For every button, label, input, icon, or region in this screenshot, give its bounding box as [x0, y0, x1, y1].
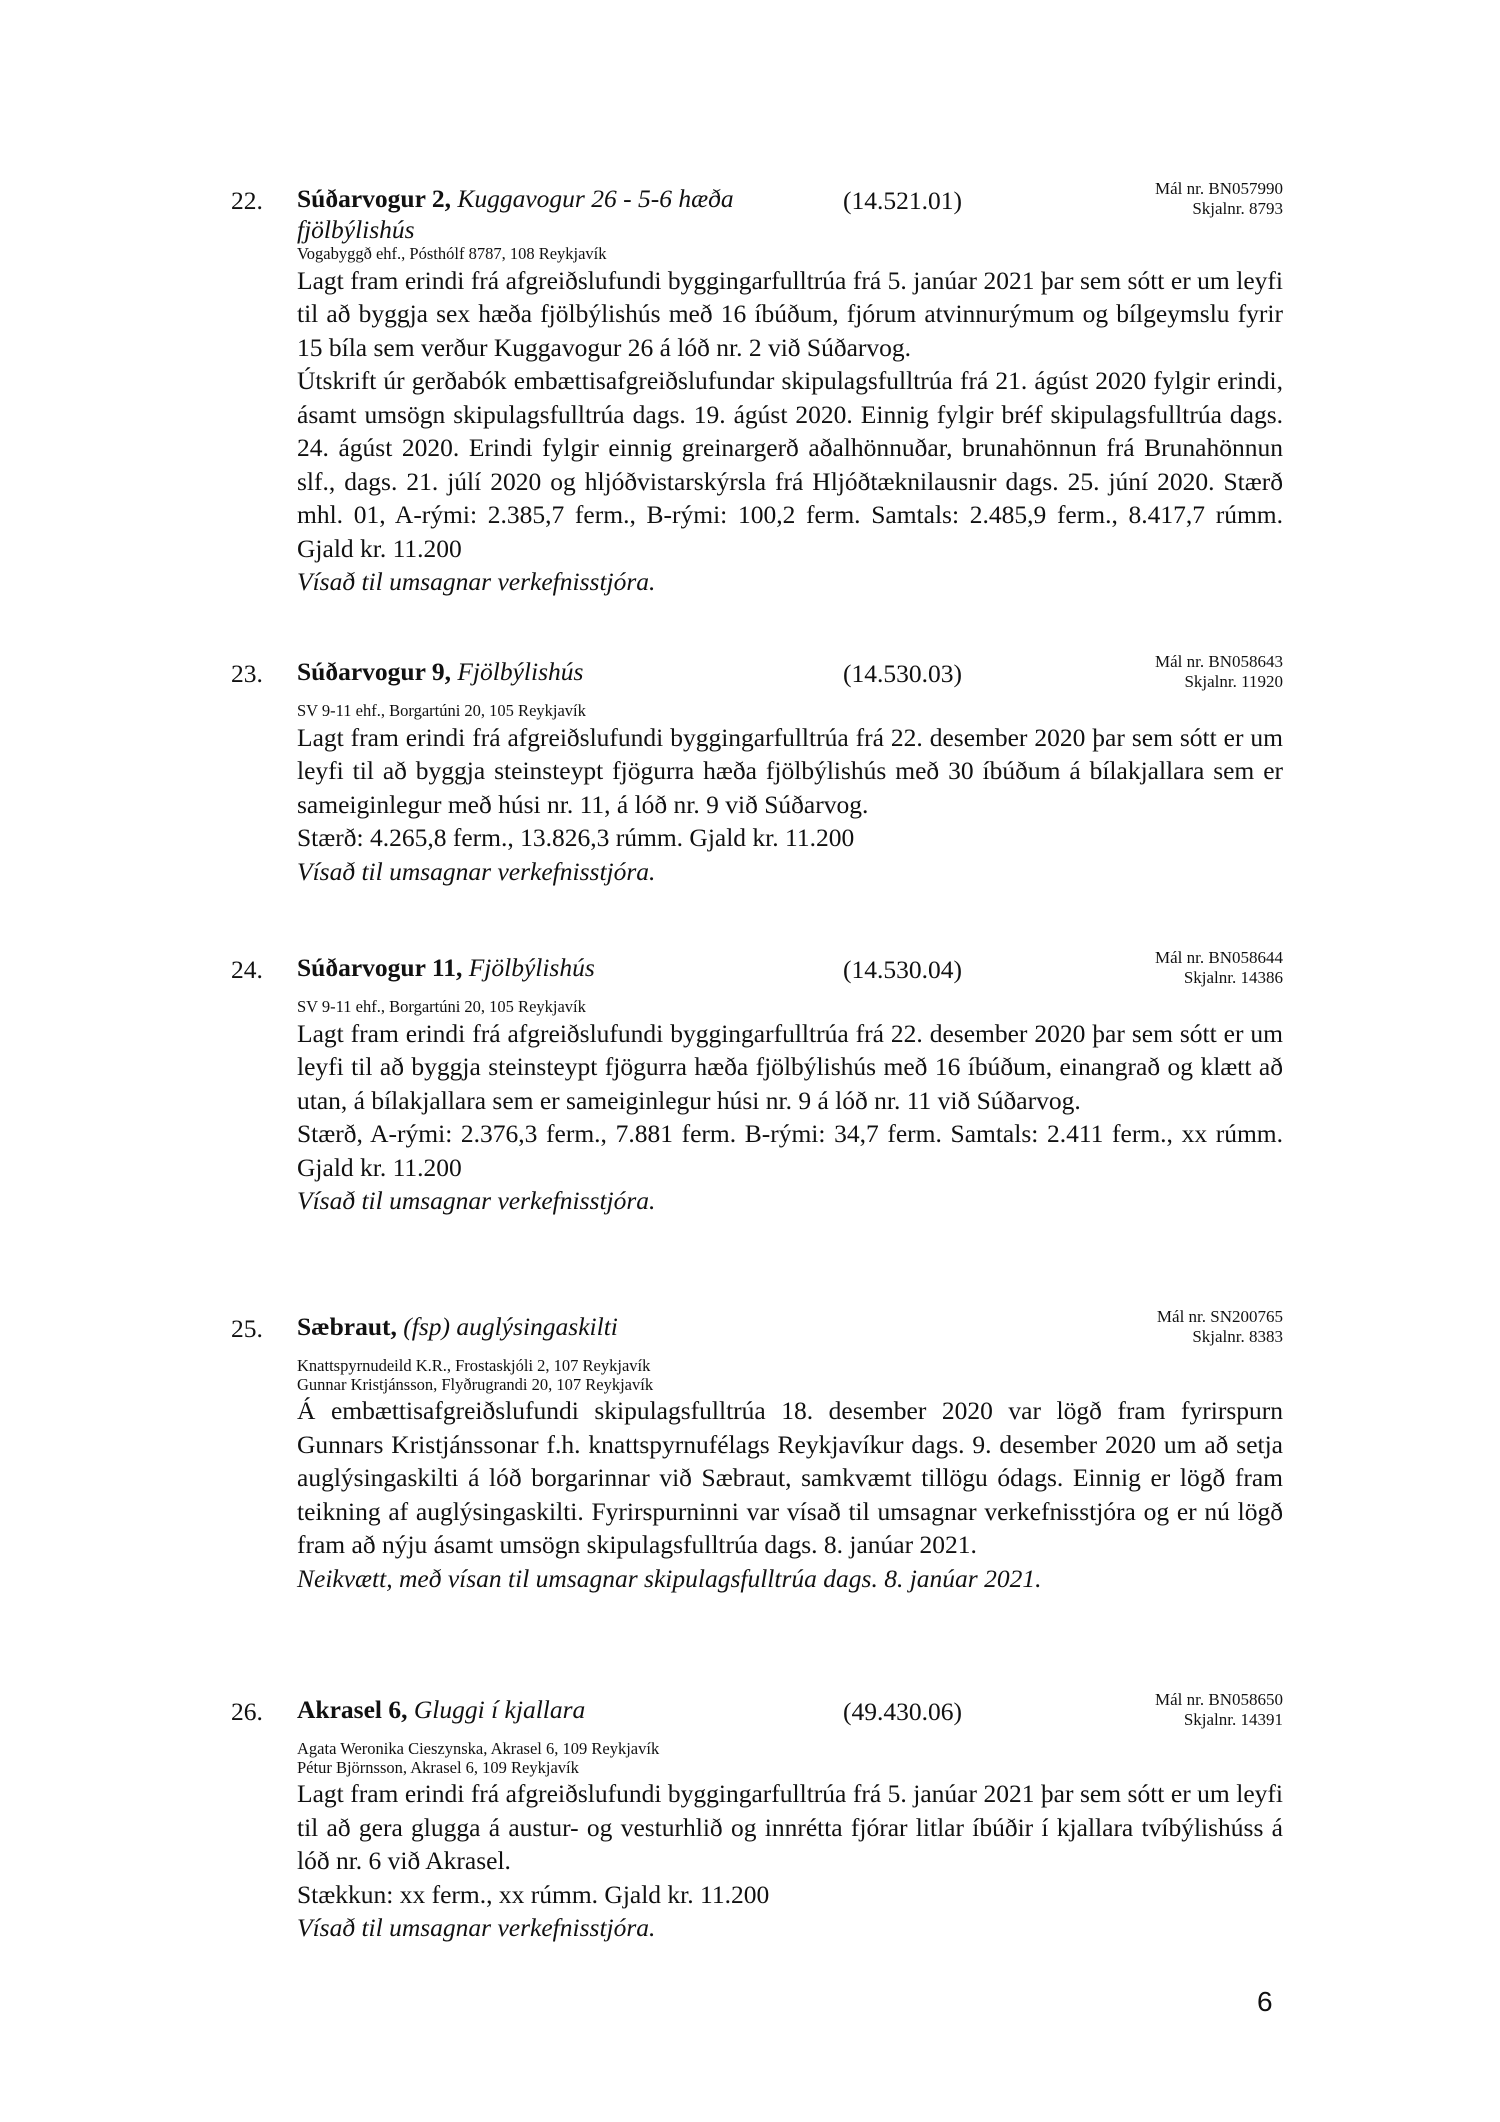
item-conclusion: Vísað til umsagnar verkefnisstjóra.	[297, 856, 656, 886]
agenda-item-26	[231, 1690, 1283, 1945]
item-description-cont: fjölbýlishús	[297, 215, 415, 244]
body-paragraph: Lagt fram erindi frá afgreiðslufundi byggingarfulltrúa frá 22. desember 2020 þar sem sótt er um leyfi til að byggja steinsteypt fjögurra hæða fjölbýlishús með 30 íbúðum á bílakjallara sem er sameiginlegur með húsi nr. 11, á lóð nr. 9 við Súðarvog.	[297, 722, 1283, 819]
street-address: Súðarvogur 2,	[297, 184, 451, 213]
item-number: 22.	[231, 186, 263, 215]
body-paragraph: Lagt fram erindi frá afgreiðslufundi byggingarfulltrúa frá 5. janúar 2021 þar sem sótt er um leyfi til að byggja sex hæða fjölbýlishús með 16 íbúðum, fjórum atvinnurýmum og bílgeymslu fyrir 15 bíla sem verður Kuggavogur 26 á lóð nr. 2 við Súðarvog.	[297, 265, 1283, 362]
body-paragraph: Stækkun: xx ferm., xx rúmm. Gjald kr. 11.200	[297, 1879, 770, 1909]
item-title	[297, 952, 817, 983]
agenda-item-23	[231, 652, 1283, 888]
case-reference	[1155, 1690, 1283, 1730]
case-number: Mál nr. BN058644	[1155, 948, 1283, 967]
item-description: (fsp) auglýsingaskilti	[403, 1312, 618, 1341]
item-body	[297, 1394, 1283, 1562]
item-body	[297, 1017, 1283, 1185]
item-title	[297, 656, 817, 687]
applicant: Gunnar Kristjánsson, Flyðrugrandi 20, 107 Reykjavík	[297, 1374, 654, 1394]
document-number: Skjalnr. 11920	[1184, 672, 1283, 691]
case-number: Mál nr. SN200765	[1156, 1307, 1283, 1326]
document-number: Skjalnr. 8383	[1192, 1327, 1283, 1346]
case-reference	[1155, 652, 1283, 692]
body-paragraph: Útskrift úr gerðabók embættisafgreiðslufundar skipulagsfulltrúa frá 21. ágúst 2020 fylgir erindi, ásamt umsögn skipulagsfulltrúa dags. 19. ágúst 2020. Einnig fylgir bréf skipulagsfulltrúa dags. 24. ágúst 2020. Erindi fylgir einnig greinargerð aðalhönnuðar, brunahönnun frá Brunahönnun slf., dags. 21. júlí 2020 og hljóðvistarskýrsla frá Hljóðtæknilausnir dags. 25. júní 2020. Stærð mhl. 01, A-rými: 2.385,7 ferm., B-rými: 100,2 ferm. Samtals: 2.485,9 ferm., 8.417,7 rúmm. Gjald kr. 11.200	[297, 366, 1283, 563]
applicants	[297, 702, 1283, 721]
item-number: 24.	[231, 955, 263, 984]
item-header	[231, 1307, 1283, 1357]
item-description: Fjölbýlishús	[457, 657, 584, 686]
land-number: (14.521.01)	[843, 186, 962, 215]
applicant: Agata Weronika Cieszynska, Akrasel 6, 109 Reykjavík	[297, 1739, 660, 1758]
item-title	[297, 1311, 817, 1342]
applicants	[297, 245, 1283, 264]
item-number: 25.	[231, 1314, 263, 1343]
case-number: Mál nr. BN058643	[1155, 652, 1283, 671]
document-number: Skjalnr. 8793	[1192, 199, 1283, 218]
document-number: Skjalnr. 14391	[1183, 1710, 1283, 1729]
body-paragraph: Stærð, A-rými: 2.376,3 ferm., 7.881 ferm. B-rými: 34,7 ferm. Samtals: 2.411 ferm., xx rúmm. Gjald kr. 11.200	[297, 1119, 1283, 1182]
street-address: Akrasel 6,	[297, 1695, 408, 1724]
land-number: (49.430.06)	[843, 1697, 962, 1726]
agenda-item-22	[231, 179, 1283, 599]
document-number: Skjalnr. 14386	[1183, 968, 1283, 987]
item-description: Gluggi í kjallara	[413, 1695, 586, 1724]
applicant: Pétur Björnsson, Akrasel 6, 109 Reykjavík	[297, 1757, 579, 1777]
street-address: Sæbraut,	[297, 1312, 397, 1341]
agenda-item-24	[231, 948, 1283, 1218]
land-number: (14.530.03)	[843, 659, 962, 688]
case-reference	[1157, 1307, 1283, 1347]
body-paragraph: Á embættisafgreiðslufundi skipulagsfulltrúa 18. desember 2020 var lögð fram fyrirspurn Gunnars Kristjánssonar f.h. knattspyrnufélags Reykjavíkur dags. 9. desember 2020 um að setja auglýsingaskilti á lóð borgarinnar við Sæbraut, samkvæmt tillögu ódags. Einnig er lögð fram teikning af auglýsingaskilti. Fyrirspurninni var vísað til umsagnar verkefnisstjóra og er nú lögð fram að nýju ásamt umsögn skipulagsfulltrúa dags. 8. janúar 2021.	[297, 1396, 1283, 1559]
item-header	[231, 652, 1283, 702]
case-number: Mál nr. BN057990	[1155, 179, 1283, 198]
body-paragraph: Lagt fram erindi frá afgreiðslufundi byggingarfulltrúa frá 5. janúar 2021 þar sem sótt er um leyfi til að gera glugga á austur- og vesturhlið og innrétta fjórar litlar íbúðir í kjallara tvíbýlishúss á lóð nr. 6 við Akrasel.	[297, 1779, 1283, 1875]
agenda-item-25	[231, 1307, 1283, 1595]
item-conclusion: Vísað til umsagnar verkefnisstjóra.	[297, 567, 656, 596]
applicant: Knattspyrnudeild K.R., Frostaskjóli 2, 107 Reykjavík	[297, 1356, 651, 1375]
case-reference	[1155, 948, 1283, 988]
case-number: Mál nr. BN058650	[1155, 1690, 1283, 1709]
body-paragraph: Stærð: 4.265,8 ferm., 13.826,3 rúmm. Gjald kr. 11.200	[297, 823, 855, 852]
item-number: 26.	[231, 1697, 263, 1726]
item-title	[297, 1694, 817, 1725]
applicants	[297, 1357, 1283, 1394]
item-title	[297, 183, 817, 245]
applicant: Vogabyggð ehf., Pósthólf 8787, 108 Reykjavík	[297, 244, 607, 263]
applicant: SV 9-11 ehf., Borgartúni 20, 105 Reykjavík	[297, 997, 586, 1016]
item-number: 23.	[231, 659, 263, 688]
item-header	[231, 179, 1283, 245]
land-number: (14.530.04)	[843, 955, 962, 984]
item-body	[297, 264, 1283, 566]
item-body	[297, 1777, 1283, 1911]
applicant: SV 9-11 ehf., Borgartúni 20, 105 Reykjavík	[297, 701, 586, 720]
body-paragraph: Lagt fram erindi frá afgreiðslufundi byggingarfulltrúa frá 22. desember 2020 þar sem sótt er um leyfi til að byggja steinsteypt fjögurra hæða fjölbýlishús með 16 íbúðum, einangrað og klætt að utan, á bílakjallara sem er sameiginlegur húsi nr. 9 á lóð nr. 11 við Súðarvog.	[297, 1018, 1283, 1115]
applicants	[297, 1740, 1283, 1777]
item-conclusion: Vísað til umsagnar verkefnisstjóra.	[297, 1186, 656, 1215]
item-conclusion: Neikvætt, með vísan til umsagnar skipulagsfulltrúa dags. 8. janúar 2021.	[297, 1563, 1042, 1593]
applicants	[297, 998, 1283, 1017]
street-address: Súðarvogur 9,	[297, 657, 451, 686]
item-body	[297, 721, 1283, 855]
street-address: Súðarvogur 11,	[297, 953, 463, 982]
item-header	[231, 1690, 1283, 1740]
item-description: Fjölbýlishús	[468, 953, 595, 982]
case-reference	[1155, 179, 1283, 219]
item-header	[231, 948, 1283, 998]
item-conclusion: Vísað til umsagnar verkefnisstjóra.	[297, 1913, 656, 1942]
item-description: Kuggavogur 26 - 5-6 hæða	[457, 184, 734, 213]
page-number: 6	[1257, 1986, 1273, 2017]
